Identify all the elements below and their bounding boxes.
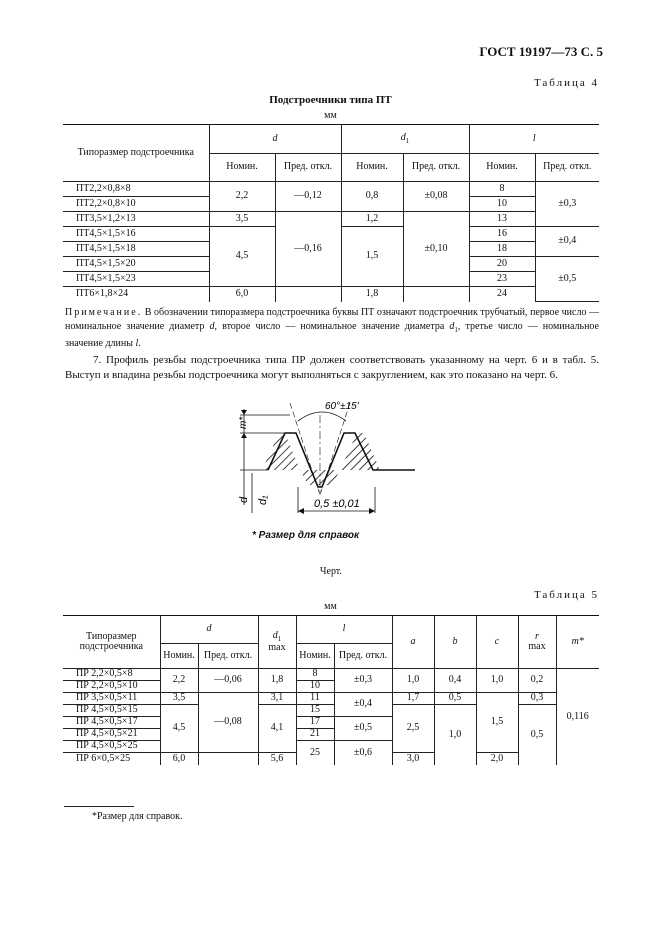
t5-cell: 8 — [296, 669, 334, 681]
t5-header-d-nom: Номин. — [160, 644, 198, 669]
t4-cell: ±0,10 — [403, 212, 469, 287]
t5-header-d: d — [160, 616, 258, 644]
t4-cell: 2,2 — [209, 182, 275, 212]
t5-row-name: ПР 2,2×0,5×10 — [63, 681, 160, 693]
t4-row-name: ПТ2,2×0,8×8 — [63, 182, 209, 197]
t5-cell: ±0,4 — [334, 693, 392, 717]
t4-cell: 18 — [469, 242, 535, 257]
d1-label: d₁ — [257, 495, 269, 505]
table4-units: мм — [324, 110, 337, 121]
t4-cell: 1,5 — [341, 227, 403, 287]
arrow-icon — [369, 508, 375, 514]
t5-cell: 1,8 — [258, 669, 296, 693]
arrow-icon — [241, 410, 247, 415]
thread-profile-drawing — [230, 395, 440, 540]
t4-cell: 16 — [469, 227, 535, 242]
t5-header-l: l — [296, 616, 392, 644]
t4-cell: 6,0 — [209, 287, 275, 302]
t4-cell: 20 — [469, 257, 535, 272]
t4-header-d: d — [209, 125, 341, 154]
t5-cell: 0,2 — [518, 669, 556, 693]
t5-cell: 15 — [296, 705, 334, 717]
t4-header-d-nom: Номин. — [209, 154, 275, 182]
t4-cell: ±0,4 — [535, 227, 599, 257]
t4-cell: 13 — [469, 212, 535, 227]
t5-header-r: r max — [518, 616, 556, 669]
t4-cell: 0,8 — [341, 182, 403, 212]
tooth-left-hatch — [262, 433, 300, 470]
t4-cell — [403, 287, 469, 302]
t5-cell: 0,4 — [434, 669, 476, 693]
t5-row-name: ПР 4,5×0,5×17 — [63, 717, 160, 729]
m-label: m* — [238, 416, 249, 429]
t4-cell: ±0,5 — [535, 257, 599, 302]
t4-header-l-nom: Номин. — [469, 154, 535, 182]
t4-cell — [275, 287, 341, 302]
t5-cell: 0,3 — [518, 693, 556, 705]
table5-units: мм — [324, 601, 337, 612]
t5-cell: 4,5 — [160, 705, 198, 753]
axis-line — [320, 403, 350, 495]
t5-cell: 1,0 — [392, 669, 434, 693]
t5-cell: 25 — [296, 741, 334, 765]
arrow-icon — [241, 433, 247, 438]
t5-cell: 5,6 — [258, 753, 296, 765]
t4-row-name: ПТ3,5×1,2×13 — [63, 212, 209, 227]
table5-label: Таблица 5 — [533, 589, 599, 601]
t4-row-name: ПТ4,5×1,5×23 — [63, 272, 209, 287]
t5-cell: 3,0 — [392, 753, 434, 765]
t4-row-name: ПТ4,5×1,5×16 — [63, 227, 209, 242]
t4-header-d1-nom: Номин. — [341, 154, 403, 182]
t5-header-size: Типоразмер подстроечника — [63, 616, 160, 669]
t5-cell: 1,7 — [392, 693, 434, 705]
t4-cell: 1,8 — [341, 287, 403, 302]
t5-cell: —0,08 — [198, 693, 258, 753]
t5-cell: 1,0 — [476, 669, 518, 693]
t4-row-name: ПТ4,5×1,5×20 — [63, 257, 209, 272]
t5-cell-m: 0,116 — [556, 669, 599, 765]
drawing-reference-note: * Размер для справок — [252, 530, 360, 541]
t4-cell: 1,2 — [341, 212, 403, 227]
t5-header-m: m* — [556, 616, 599, 669]
t5-cell: ±0,5 — [334, 717, 392, 741]
pitch-label: 0,5 ±0,01 — [314, 498, 360, 510]
t5-cell: 3,5 — [160, 693, 198, 705]
footnote: *Размер для справок. — [92, 811, 183, 822]
t5-cell: —0,06 — [198, 669, 258, 693]
t4-cell: 3,5 — [209, 212, 275, 227]
t4-cell: ±0,3 — [535, 182, 599, 227]
t5-header-l-nom: Номин. — [296, 644, 334, 669]
t4-header-d1-dev: Пред. откл. — [403, 154, 469, 182]
table5 — [63, 615, 599, 765]
t4-cell: 24 — [469, 287, 535, 302]
t4-header-size: Типоразмер подстроечника — [63, 125, 209, 182]
t5-header-d1: $d_1$ max — [258, 616, 296, 669]
table4-label: Таблица 4 — [533, 77, 599, 89]
t5-cell — [198, 753, 258, 765]
t5-cell: 3,1 — [258, 693, 296, 705]
t5-row-name: ПР 3,5×0,5×11 — [63, 693, 160, 705]
t5-cell: 21 — [296, 729, 334, 741]
t5-header-l-dev: Пред. откл. — [334, 644, 392, 669]
t4-cell: 10 — [469, 197, 535, 212]
t4-cell: 8 — [469, 182, 535, 197]
footnote-divider — [64, 806, 134, 807]
tooth-right-hatch — [340, 433, 380, 470]
t5-cell: 4,1 — [258, 705, 296, 753]
t4-cell: —0,12 — [275, 182, 341, 212]
t4-header-l: l — [469, 125, 599, 154]
t5-cell: 2,5 — [392, 705, 434, 753]
drawing-label: Черт. — [320, 566, 342, 577]
table4 — [63, 124, 599, 302]
t4-header-l-dev: Пред. откл. — [535, 154, 599, 182]
t5-cell: 10 — [296, 681, 334, 693]
t5-row-name: ПР 2,2×0,5×8 — [63, 669, 160, 681]
page-header: ГОСТ 19197—73 С. 5 — [479, 44, 603, 59]
t4-header-d-dev: Пред. откл. — [275, 154, 341, 182]
t5-cell: 6,0 — [160, 753, 198, 765]
t5-cell: 17 — [296, 717, 334, 729]
t5-header-b: b — [434, 616, 476, 669]
t4-row-name: ПТ4,5×1,5×18 — [63, 242, 209, 257]
t4-row-name: ПТ6×1,8×24 — [63, 287, 209, 302]
t4-cell: 4,5 — [209, 227, 275, 287]
t4-cell: 23 — [469, 272, 535, 287]
table4-caption: Подстроечники типа ПТ — [269, 94, 392, 106]
t5-cell: 1,0 — [434, 705, 476, 765]
t4-cell: ±0,08 — [403, 182, 469, 212]
t4-row-name: ПТ2,2×0,8×10 — [63, 197, 209, 212]
t5-header-c: c — [476, 616, 518, 669]
t5-row-name: ПР 4,5×0,5×15 — [63, 705, 160, 717]
t5-cell: 2,0 — [476, 753, 518, 765]
t5-cell: 1,5 — [476, 693, 518, 753]
t5-row-name: ПР 4,5×0,5×25 — [63, 741, 160, 753]
table4-note: Примечание. В обозначении типоразмера подстроечника буквы ПТ означают подстроечник трубчатый, первое число — номинальное значение диаметр d, второе число — номинальное значение диаметра $d_1$, третье число — номинальное значение длины l. — [65, 307, 599, 349]
t5-cell: ±0,6 — [334, 741, 392, 765]
t5-cell: 0,5 — [518, 705, 556, 765]
angle-arc — [298, 412, 346, 421]
t5-cell: 2,2 — [160, 669, 198, 693]
arrow-icon — [298, 508, 304, 514]
paragraph-7: 7. Профиль резьбы подстроечника типа ПР должен соответствовать указанному на черт. 6 и в табл. 5. Выступ и впадина резьбы подстроечника могут выполняться с закруглением, как это показано на черт. 6. — [65, 354, 599, 381]
d-label: d — [238, 496, 250, 503]
t5-row-name: ПР 6×0,5×25 — [63, 753, 160, 765]
t4-cell: —0,16 — [275, 212, 341, 287]
t5-row-name: ПР 4,5×0,5×21 — [63, 729, 160, 741]
t5-cell: 0,5 — [434, 693, 476, 705]
t5-header-a: a — [392, 616, 434, 669]
t5-header-d-dev: Пред. откл. — [198, 644, 258, 669]
angle-label: 60°±15' — [325, 401, 359, 412]
t5-cell: 11 — [296, 693, 334, 705]
t5-cell: ±0,3 — [334, 669, 392, 693]
t4-header-d1: $d_1$ — [341, 125, 469, 154]
